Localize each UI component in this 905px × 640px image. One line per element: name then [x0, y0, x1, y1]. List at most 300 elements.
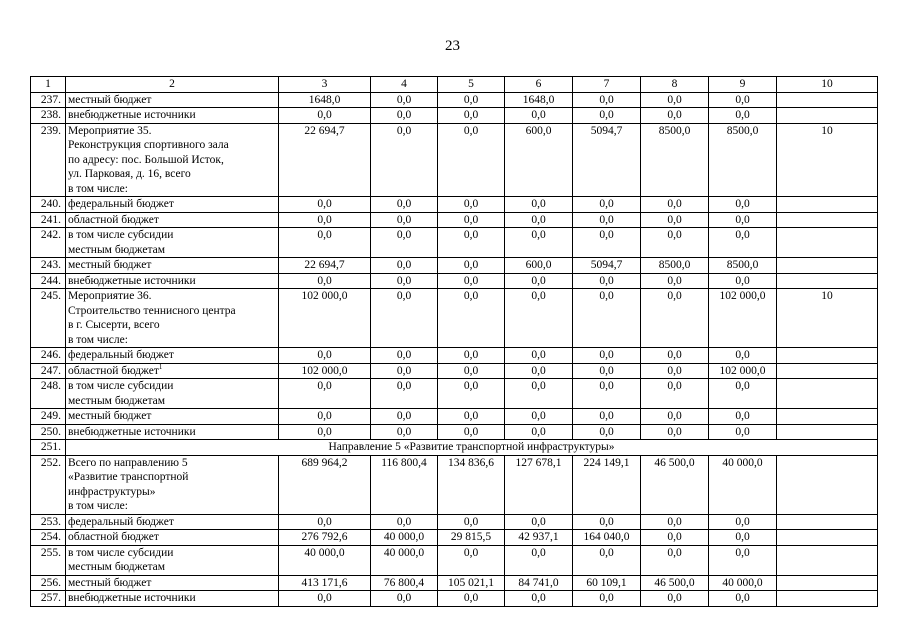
row-label-text: в том числе субсидии [68, 380, 174, 392]
row-label [66, 108, 279, 124]
value-cell: 0,0 [279, 228, 371, 258]
value-cell: 0,0 [438, 123, 505, 197]
value-cell: 0,0 [438, 514, 505, 530]
value-cell: 413 171,6 [279, 575, 371, 591]
row-label-text: в том числе: [68, 500, 128, 512]
row-label-line [68, 530, 275, 545]
value-cell: 0,0 [438, 409, 505, 425]
row-label [66, 273, 279, 289]
row-label [66, 530, 279, 546]
value-cell: 0,0 [505, 379, 573, 409]
row-label-line [68, 213, 275, 228]
row-number: 246. [31, 348, 66, 364]
table-row [31, 258, 878, 274]
value-cell: 0,0 [573, 514, 641, 530]
value-cell: 0,0 [641, 108, 709, 124]
value-cell [777, 92, 878, 108]
row-label-text: местным бюджетам [68, 561, 165, 573]
value-cell: 40 000,0 [709, 575, 777, 591]
table-row [31, 348, 878, 364]
value-cell: 0,0 [438, 92, 505, 108]
row-label [66, 228, 279, 258]
value-cell: 0,0 [371, 108, 438, 124]
row-label-line [68, 456, 275, 471]
row-label-text: федеральный бюджет [68, 198, 174, 210]
column-header: 3 [279, 77, 371, 93]
row-number: 240. [31, 197, 66, 213]
row-label-line [68, 409, 275, 424]
value-cell: 0,0 [641, 409, 709, 425]
row-label-line [68, 546, 275, 561]
row-label-text: областной бюджет [68, 213, 159, 226]
value-cell [777, 514, 878, 530]
value-cell: 0,0 [709, 108, 777, 124]
value-cell: 1648,0 [279, 92, 371, 108]
table-row [31, 440, 878, 456]
value-cell: 0,0 [279, 273, 371, 289]
value-cell: 40 000,0 [709, 455, 777, 514]
table-row [31, 273, 878, 289]
row-label-text: в том числе: [68, 182, 128, 195]
row-label-text: областной бюджет [68, 364, 159, 377]
value-cell: 22 694,7 [279, 258, 371, 274]
value-cell: 0,0 [641, 530, 709, 546]
row-label [66, 289, 279, 348]
row-label-line [68, 470, 275, 485]
value-cell: 0,0 [505, 545, 573, 575]
table-body [31, 92, 878, 606]
value-cell: 0,0 [573, 591, 641, 607]
value-cell: 116 800,4 [371, 455, 438, 514]
row-label [66, 591, 279, 607]
row-number: 244. [31, 273, 66, 289]
value-cell: 0,0 [505, 228, 573, 258]
row-label-line [68, 499, 275, 514]
row-label-line [68, 153, 275, 168]
row-number: 254. [31, 530, 66, 546]
value-cell: 0,0 [371, 197, 438, 213]
row-number: 248. [31, 379, 66, 409]
value-cell: 0,0 [573, 289, 641, 348]
value-cell: 0,0 [573, 379, 641, 409]
row-label [66, 197, 279, 213]
value-cell [777, 258, 878, 274]
value-cell: 0,0 [641, 514, 709, 530]
value-cell: 0,0 [438, 379, 505, 409]
row-label-line [68, 333, 275, 348]
row-label-text: Строительство теннисного центра [68, 304, 236, 317]
row-label [66, 363, 279, 379]
value-cell [777, 348, 878, 364]
row-label-text: Мероприятие 35. [68, 124, 152, 137]
value-cell: 0,0 [709, 530, 777, 546]
row-label-line [68, 167, 275, 182]
value-cell: 0,0 [573, 348, 641, 364]
row-label-line [68, 124, 275, 139]
row-label-line [68, 304, 275, 319]
value-cell: 164 040,0 [573, 530, 641, 546]
value-cell: 0,0 [709, 228, 777, 258]
value-cell: 0,0 [573, 108, 641, 124]
value-cell [777, 545, 878, 575]
table-row [31, 108, 878, 124]
value-cell: 0,0 [371, 289, 438, 348]
row-label-line [68, 182, 275, 197]
row-label-line [68, 560, 275, 575]
value-cell: 0,0 [438, 289, 505, 348]
value-cell: 0,0 [709, 273, 777, 289]
value-cell: 0,0 [641, 424, 709, 440]
row-number: 255. [31, 545, 66, 575]
value-cell: 0,0 [505, 424, 573, 440]
row-label-line [68, 197, 275, 212]
row-label [66, 348, 279, 364]
value-cell: 0,0 [573, 424, 641, 440]
page-number: 23 [445, 38, 460, 54]
row-label-text: в том числе субсидии [68, 546, 174, 559]
row-label [66, 123, 279, 197]
row-label-text: внебюджетные источники [68, 274, 196, 287]
table-row [31, 379, 878, 409]
row-label-text: внебюджетные источники [68, 109, 196, 121]
value-cell: 0,0 [371, 92, 438, 108]
row-label-text: в том числе субсидии [68, 229, 174, 241]
row-number: 237. [31, 92, 66, 108]
value-cell: 0,0 [279, 379, 371, 409]
row-label-line [68, 394, 275, 409]
row-label-text: внебюджетные источники [68, 425, 196, 438]
value-cell: 0,0 [573, 273, 641, 289]
value-cell: 8500,0 [709, 258, 777, 274]
value-cell: 0,0 [438, 545, 505, 575]
value-cell: 22 694,7 [279, 123, 371, 197]
row-label-text: федеральный бюджет [68, 515, 174, 528]
row-label-line [68, 591, 275, 606]
value-cell: 0,0 [279, 424, 371, 440]
value-cell: 42 937,1 [505, 530, 573, 546]
value-cell: 0,0 [371, 363, 438, 379]
value-cell: 0,0 [279, 212, 371, 228]
value-cell [777, 363, 878, 379]
row-label-text: федеральный бюджет [68, 349, 174, 361]
row-label-text: местный бюджет [68, 410, 152, 422]
value-cell: 46 500,0 [641, 455, 709, 514]
value-cell: 102 000,0 [709, 363, 777, 379]
value-cell: 0,0 [438, 228, 505, 258]
value-cell: 0,0 [573, 228, 641, 258]
value-cell: 0,0 [505, 273, 573, 289]
row-label-text: Реконструкция спортивного зала [68, 139, 229, 151]
table-row [31, 545, 878, 575]
table-row [31, 289, 878, 348]
value-cell: 0,0 [438, 348, 505, 364]
row-label-line [68, 274, 275, 289]
value-cell: 224 149,1 [573, 455, 641, 514]
value-cell: 0,0 [438, 197, 505, 213]
value-cell: 689 964,2 [279, 455, 371, 514]
value-cell: 0,0 [279, 197, 371, 213]
row-label [66, 409, 279, 425]
value-cell: 0,0 [641, 545, 709, 575]
value-cell [777, 108, 878, 124]
value-cell: 0,0 [709, 197, 777, 213]
table-row [31, 409, 878, 425]
value-cell: 0,0 [279, 348, 371, 364]
value-cell: 600,0 [505, 258, 573, 274]
value-cell: 0,0 [641, 273, 709, 289]
value-cell: 0,0 [573, 409, 641, 425]
row-label-text: областной бюджет [68, 531, 159, 543]
value-cell: 8500,0 [641, 258, 709, 274]
row-label [66, 514, 279, 530]
value-cell: 0,0 [641, 212, 709, 228]
column-header: 5 [438, 77, 505, 93]
value-cell: 0,0 [709, 92, 777, 108]
value-cell: 0,0 [279, 108, 371, 124]
value-cell: 40 000,0 [371, 545, 438, 575]
row-label [66, 545, 279, 575]
value-cell: 0,0 [641, 363, 709, 379]
value-cell: 0,0 [573, 545, 641, 575]
table-row [31, 591, 878, 607]
column-header: 4 [371, 77, 438, 93]
budget-table [30, 76, 878, 607]
value-cell: 0,0 [641, 348, 709, 364]
row-label-text: в г. Сысерти, всего [68, 319, 160, 331]
value-cell: 0,0 [371, 228, 438, 258]
value-cell: 0,0 [641, 289, 709, 348]
value-cell: 8500,0 [709, 123, 777, 197]
row-number: 252. [31, 455, 66, 514]
table-row [31, 212, 878, 228]
row-number: 253. [31, 514, 66, 530]
value-cell: 1648,0 [505, 92, 573, 108]
row-number: 251. [31, 440, 66, 456]
value-cell: 134 836,6 [438, 455, 505, 514]
value-cell: 0,0 [438, 212, 505, 228]
row-label [66, 575, 279, 591]
value-cell: 0,0 [371, 409, 438, 425]
row-label-line [68, 515, 275, 530]
value-cell [777, 591, 878, 607]
row-label [66, 212, 279, 228]
value-cell: 0,0 [641, 197, 709, 213]
row-number: 241. [31, 212, 66, 228]
value-cell: 0,0 [371, 379, 438, 409]
value-cell: 0,0 [709, 424, 777, 440]
value-cell: 60 109,1 [573, 575, 641, 591]
row-label-text: местный бюджет [68, 576, 152, 589]
value-cell: 0,0 [279, 409, 371, 425]
footnote-mark: 1 [158, 363, 163, 371]
row-number: 250. [31, 424, 66, 440]
value-cell: 10 [777, 289, 878, 348]
value-cell: 0,0 [438, 591, 505, 607]
column-header: 1 [31, 77, 66, 93]
value-cell: 0,0 [573, 197, 641, 213]
value-cell: 102 000,0 [709, 289, 777, 348]
row-label-line [68, 348, 275, 363]
value-cell: 0,0 [438, 424, 505, 440]
column-header: 2 [66, 77, 279, 93]
value-cell [777, 228, 878, 258]
row-label-line [68, 258, 275, 273]
row-number: 256. [31, 575, 66, 591]
value-cell: 0,0 [279, 591, 371, 607]
row-label-line [68, 243, 275, 258]
value-cell: 102 000,0 [279, 363, 371, 379]
value-cell: 105 021,1 [438, 575, 505, 591]
row-label-line [68, 289, 275, 304]
value-cell: 46 500,0 [641, 575, 709, 591]
table-row [31, 575, 878, 591]
value-cell: 0,0 [371, 258, 438, 274]
value-cell: 0,0 [573, 363, 641, 379]
value-cell: 8500,0 [641, 123, 709, 197]
value-cell: 0,0 [641, 591, 709, 607]
row-label-line [68, 228, 275, 243]
value-cell: 76 800,4 [371, 575, 438, 591]
value-cell: 0,0 [505, 591, 573, 607]
row-label [66, 379, 279, 409]
value-cell: 0,0 [709, 545, 777, 575]
value-cell: 102 000,0 [279, 289, 371, 348]
row-number: 239. [31, 123, 66, 197]
value-cell: 0,0 [279, 514, 371, 530]
section-heading: Направление 5 «Развитие транспортной инфраструктуры» [66, 440, 878, 456]
value-cell: 0,0 [709, 514, 777, 530]
value-cell: 5094,7 [573, 123, 641, 197]
row-number: 242. [31, 228, 66, 258]
row-label-text: Всего по направлению 5 [68, 456, 188, 469]
value-cell: 10 [777, 123, 878, 197]
value-cell: 0,0 [371, 212, 438, 228]
row-label-line [68, 108, 275, 123]
value-cell: 0,0 [438, 273, 505, 289]
row-label-text: Мероприятие 36. [68, 290, 152, 302]
row-label-line [68, 379, 275, 394]
header-row [31, 77, 878, 93]
value-cell: 0,0 [709, 212, 777, 228]
value-cell: 0,0 [709, 379, 777, 409]
row-label [66, 424, 279, 440]
table-row [31, 92, 878, 108]
row-number: 247. [31, 363, 66, 379]
row-label-text: инфраструктуры» [68, 485, 156, 498]
table-row [31, 228, 878, 258]
row-label-text: внебюджетные источники [68, 592, 196, 604]
value-cell: 0,0 [505, 363, 573, 379]
row-label-line [68, 364, 275, 379]
value-cell: 0,0 [709, 591, 777, 607]
value-cell [777, 455, 878, 514]
row-label-text: в том числе: [68, 333, 128, 346]
value-cell: 40 000,0 [371, 530, 438, 546]
column-header: 8 [641, 77, 709, 93]
value-cell: 29 815,5 [438, 530, 505, 546]
value-cell [777, 197, 878, 213]
row-number: 245. [31, 289, 66, 348]
value-cell: 0,0 [438, 363, 505, 379]
value-cell: 127 678,1 [505, 455, 573, 514]
value-cell: 0,0 [371, 123, 438, 197]
value-cell [777, 409, 878, 425]
row-label-text: по адресу: пос. Большой Исток, [68, 153, 224, 166]
table-row [31, 530, 878, 546]
column-header: 9 [709, 77, 777, 93]
table-row [31, 123, 878, 197]
value-cell: 0,0 [709, 348, 777, 364]
value-cell: 0,0 [505, 212, 573, 228]
column-header: 7 [573, 77, 641, 93]
value-cell [777, 273, 878, 289]
row-label [66, 92, 279, 108]
value-cell: 0,0 [371, 273, 438, 289]
value-cell [777, 530, 878, 546]
row-number: 238. [31, 108, 66, 124]
row-label-line [68, 485, 275, 500]
value-cell [777, 379, 878, 409]
row-label-text: ул. Парковая, д. 16, всего [68, 168, 191, 180]
value-cell: 0,0 [709, 409, 777, 425]
value-cell: 276 792,6 [279, 530, 371, 546]
value-cell: 40 000,0 [279, 545, 371, 575]
table-row [31, 424, 878, 440]
value-cell: 0,0 [438, 108, 505, 124]
row-label [66, 258, 279, 274]
row-label-text: местный бюджет [68, 259, 152, 271]
value-cell: 0,0 [371, 591, 438, 607]
value-cell: 5094,7 [573, 258, 641, 274]
table-row [31, 197, 878, 213]
row-label-text: местным бюджетам [68, 394, 165, 407]
value-cell [777, 424, 878, 440]
row-label-text: местный бюджет [68, 93, 152, 106]
value-cell: 0,0 [505, 197, 573, 213]
value-cell: 0,0 [371, 424, 438, 440]
row-label-text: «Развитие транспортной [68, 471, 189, 483]
table-row [31, 455, 878, 514]
value-cell: 0,0 [505, 108, 573, 124]
value-cell: 0,0 [438, 258, 505, 274]
value-cell: 0,0 [505, 348, 573, 364]
table-row [31, 363, 878, 379]
row-label-line [68, 93, 275, 108]
row-number: 249. [31, 409, 66, 425]
row-number: 257. [31, 591, 66, 607]
value-cell: 0,0 [371, 514, 438, 530]
value-cell: 84 741,0 [505, 575, 573, 591]
value-cell: 0,0 [641, 228, 709, 258]
row-label [66, 455, 279, 514]
value-cell [777, 575, 878, 591]
value-cell: 600,0 [505, 123, 573, 197]
value-cell: 0,0 [505, 289, 573, 348]
row-label-line [68, 576, 275, 591]
value-cell: 0,0 [641, 92, 709, 108]
column-header: 10 [777, 77, 878, 93]
value-cell: 0,0 [573, 212, 641, 228]
column-header: 6 [505, 77, 573, 93]
table-row [31, 514, 878, 530]
row-label-text: местным бюджетам [68, 243, 165, 256]
row-number: 243. [31, 258, 66, 274]
value-cell: 0,0 [641, 379, 709, 409]
row-label-line [68, 138, 275, 153]
row-label-line [68, 425, 275, 440]
value-cell: 0,0 [371, 348, 438, 364]
value-cell [777, 212, 878, 228]
